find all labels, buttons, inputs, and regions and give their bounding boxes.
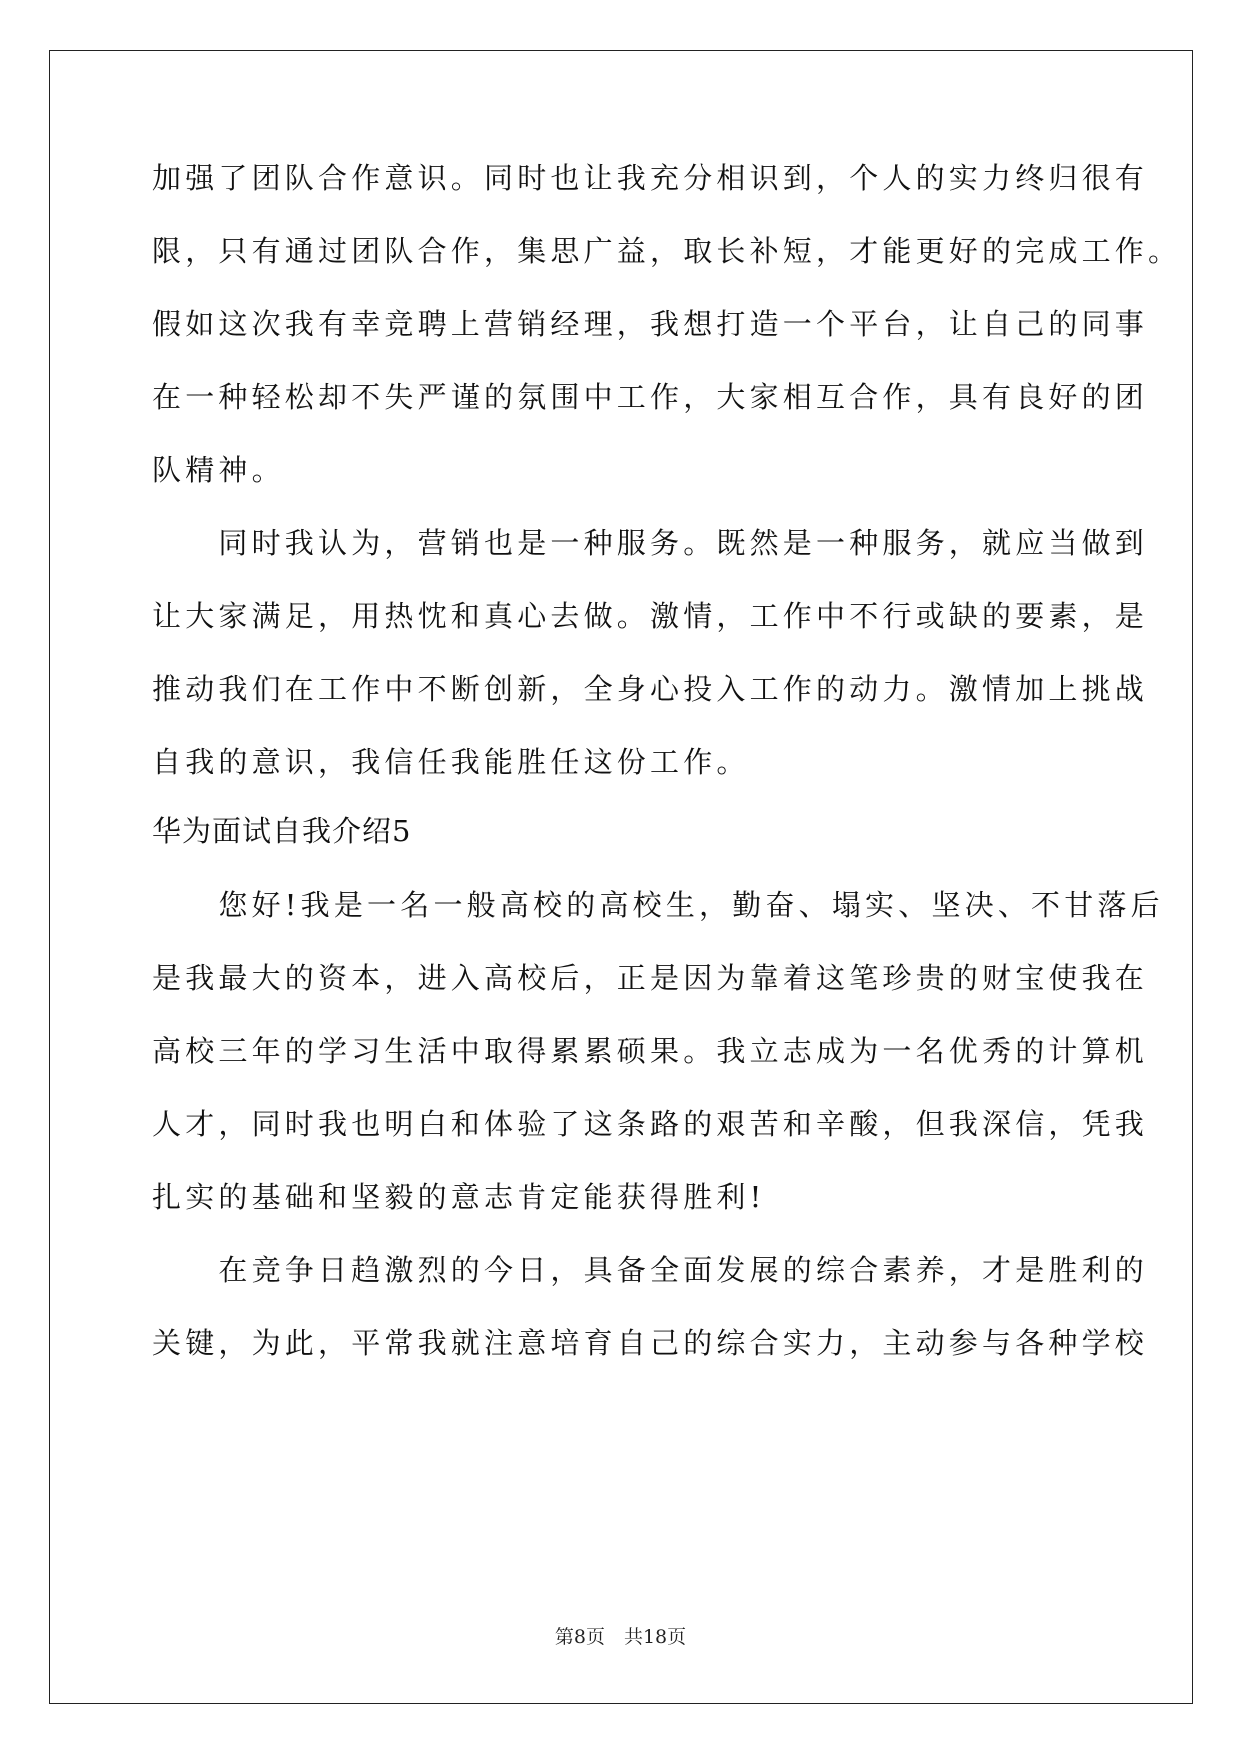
text-line: 关键，为此，平常我就注意培育自己的综合实力，主动参与各种学校 (152, 1326, 1149, 1360)
section-heading: 华为面试自我介绍5 (152, 814, 412, 848)
text-line: 高校三年的学习生活中取得累累硕果。我立志成为一名优秀的计算机 (152, 1034, 1149, 1068)
text-line: 让大家满足，用热忱和真心去做。激情，工作中不行或缺的要素，是 (152, 599, 1149, 633)
text-line: 自我的意识，我信任我能胜任这份工作。 (152, 745, 750, 779)
text-line: 人才，同时我也明白和体验了这条路的艰苦和辛酸，但我深信，凭我 (152, 1107, 1149, 1141)
text-line: 在竞争日趋激烈的今日，具备全面发展的综合素养，才是胜利的 (152, 1253, 1149, 1287)
page-number-footer: 第8页 共18页 (554, 1626, 687, 1648)
text-line: 队精神。 (152, 453, 285, 487)
text-line: 假如这次我有幸竞聘上营销经理，我想打造一个平台，让自己的同事 (152, 307, 1149, 341)
text-line: 同时我认为，营销也是一种服务。既然是一种服务，就应当做到 (152, 526, 1149, 560)
text-line: 您好!我是一名一般高校的高校生，勤奋、塌实、坚决、不甘落后 (152, 888, 1164, 922)
text-line: 是我最大的资本，进入高校后，正是因为靠着这笔珍贵的财宝使我在 (152, 961, 1149, 995)
text-line: 扎实的基础和坚毅的意志肯定能获得胜利! (152, 1180, 766, 1214)
text-line: 在一种轻松却不失严谨的氛围中工作，大家相互合作，具有良好的团 (152, 380, 1149, 414)
text-line: 加强了团队合作意识。同时也让我充分相识到，个人的实力终归很有 (152, 161, 1149, 195)
page-border (49, 50, 1193, 1704)
text-line: 限，只有通过团队合作，集思广益，取长补短，才能更好的完成工作。 (152, 234, 1182, 268)
text-line: 推动我们在工作中不断创新，全身心投入工作的动力。激情加上挑战 (152, 672, 1149, 706)
